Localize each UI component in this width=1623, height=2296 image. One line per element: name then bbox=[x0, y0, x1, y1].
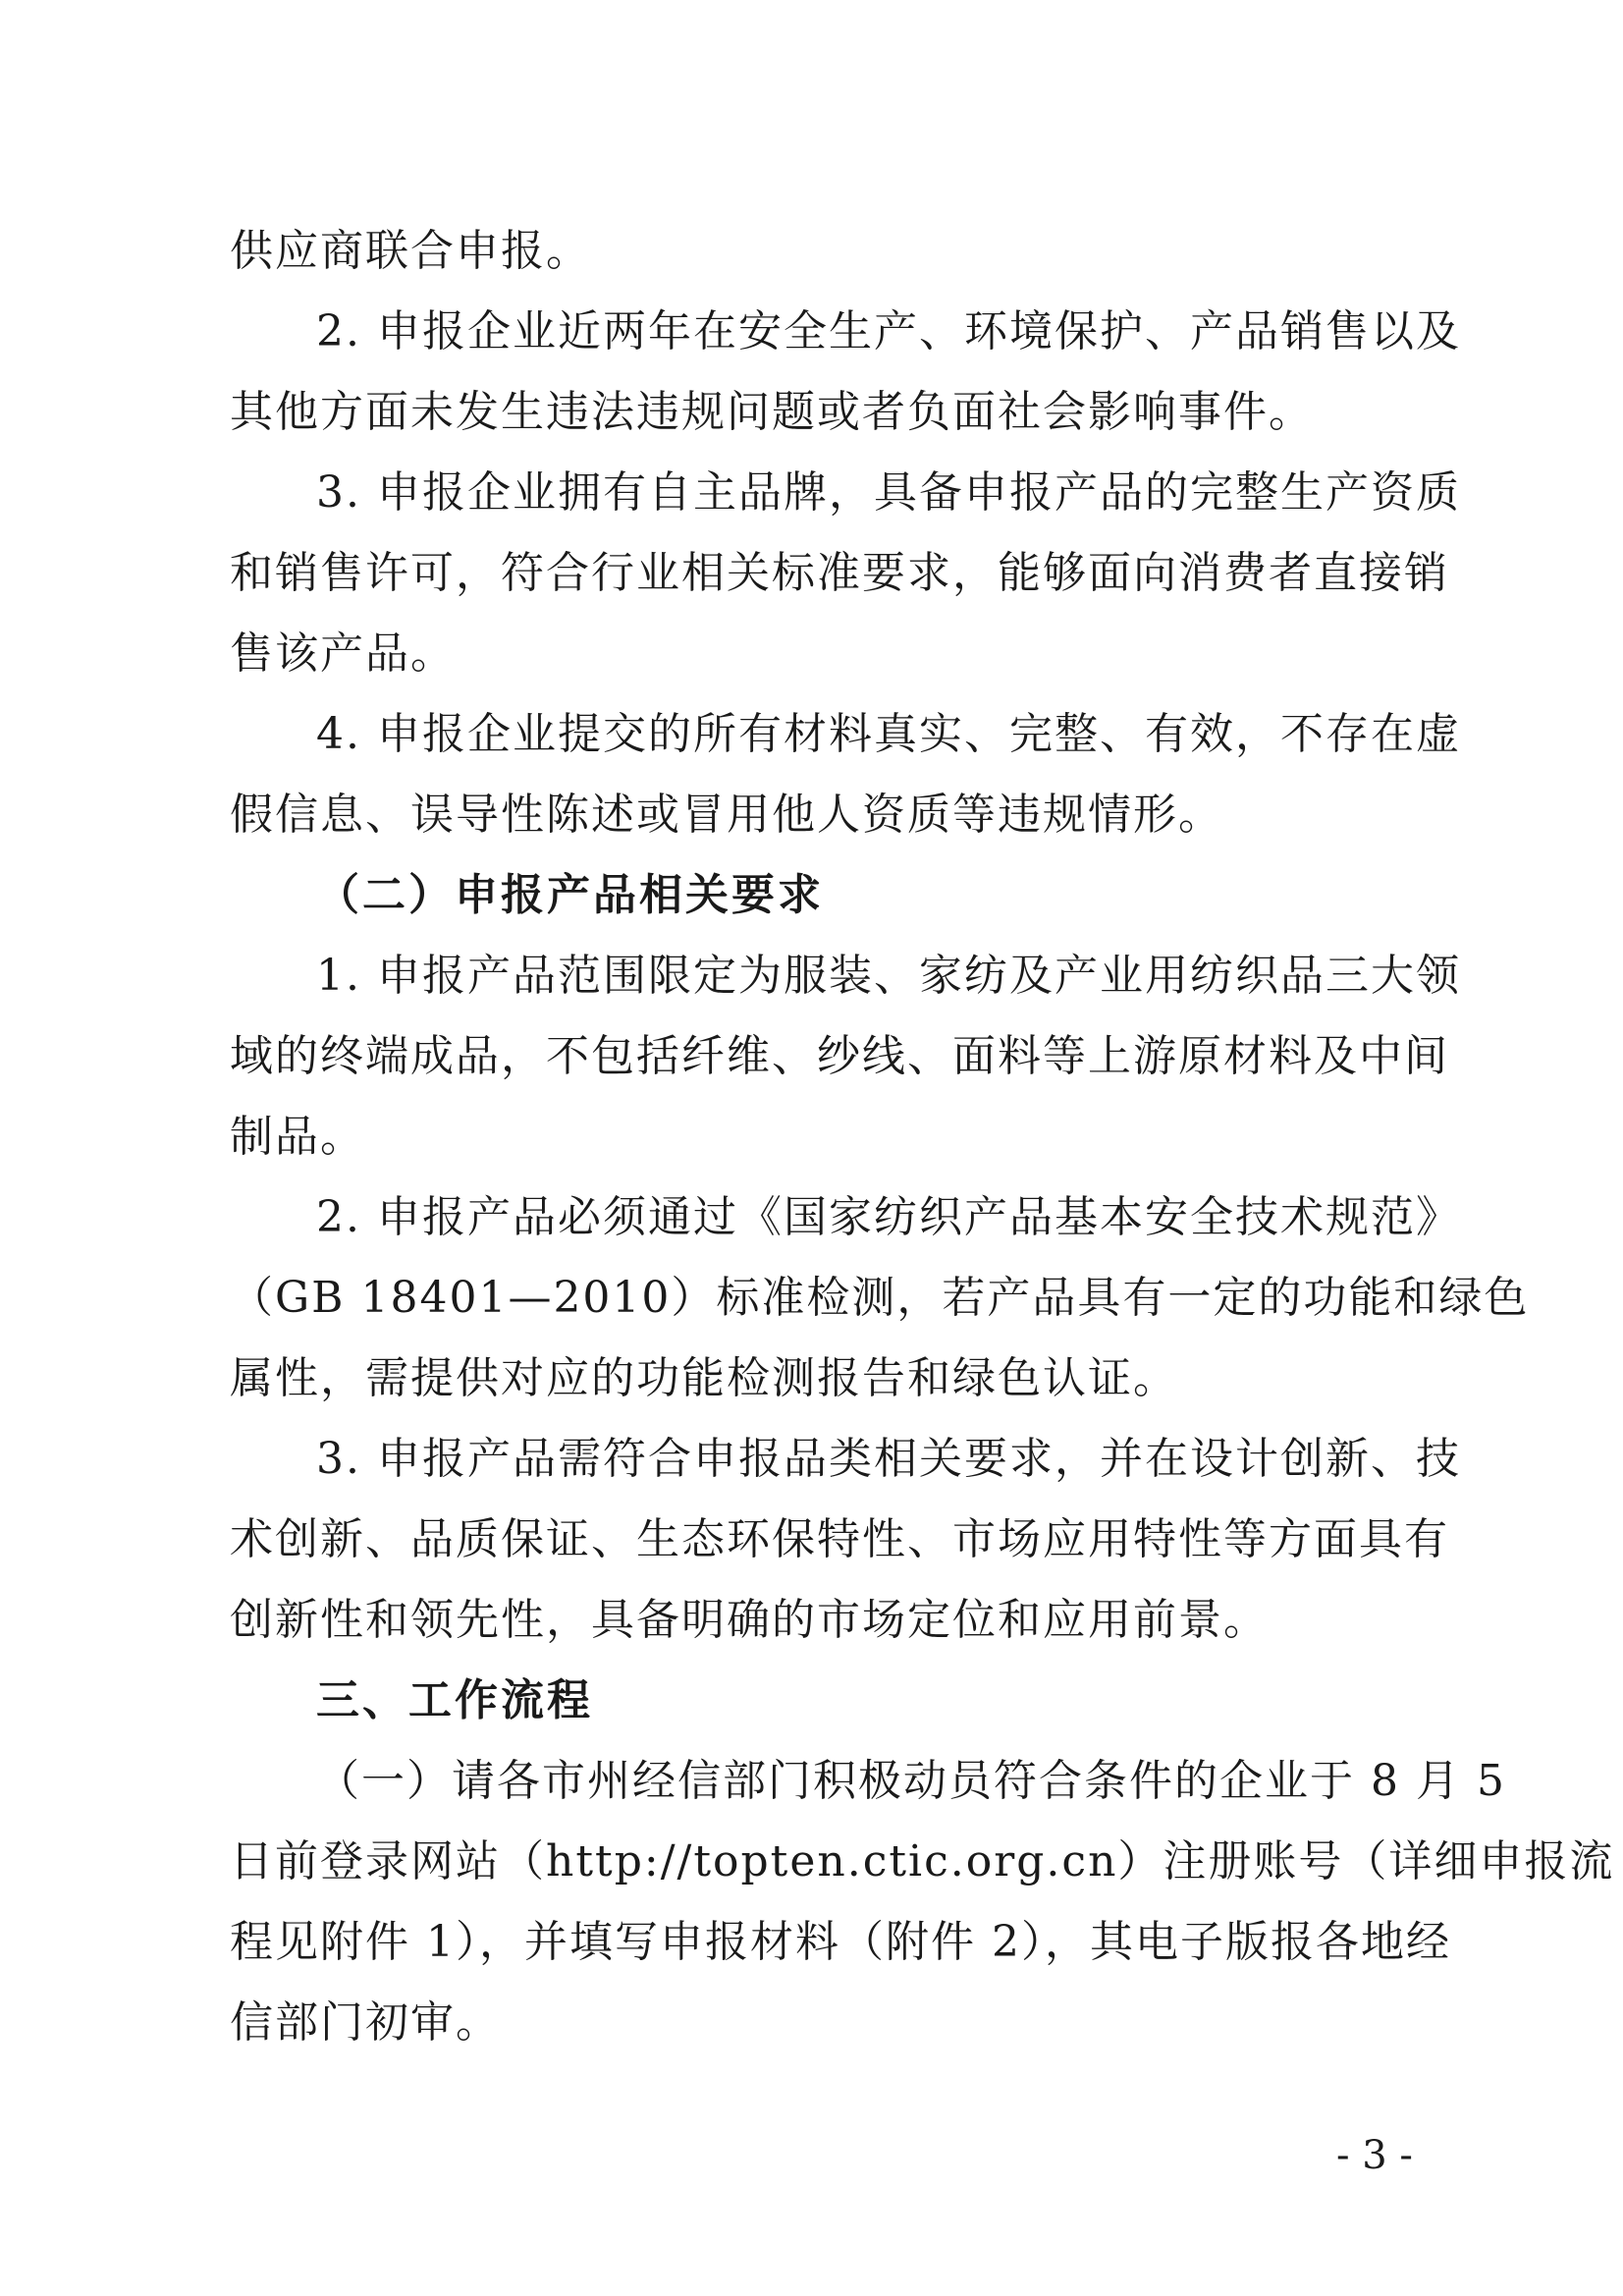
paragraph-line: 域的终端成品，不包括纤维、纱线、面料等上游原材料及中间 bbox=[230, 1031, 1449, 1081]
paragraph-line: 其他方面未发生违法违规问题或者负面社会影响事件。 bbox=[230, 387, 1314, 437]
paragraph-line: 信部门初审。 bbox=[230, 1997, 501, 2048]
paragraph-line: 2. 申报企业近两年在安全生产、环境保护、产品销售以及 bbox=[316, 306, 1461, 356]
paragraph-line: 假信息、误导性陈述或冒用他人资质等违规情形。 bbox=[230, 790, 1223, 840]
paragraph-line: 供应商联合申报。 bbox=[230, 226, 591, 276]
paragraph-line: 售该产品。 bbox=[230, 629, 456, 679]
paragraph-line: 2. 申报产品必须通过《国家纺织产品基本安全技术规范》 bbox=[316, 1192, 1461, 1242]
section-heading: （二）申报产品相关要求 bbox=[316, 870, 824, 920]
paragraph-line: 日前登录网站（http://topten.ctic.org.cn）注册账号（详细申报流 bbox=[230, 1836, 1615, 1886]
paragraph-line: （一）请各市州经信部门积极动员符合条件的企业于 8 月 5 bbox=[316, 1756, 1506, 1806]
paragraph-line: 属性，需提供对应的功能检测报告和绿色认证。 bbox=[230, 1353, 1178, 1403]
section-heading: 三、工作流程 bbox=[316, 1675, 593, 1725]
paragraph-line: 创新性和领先性，具备明确的市场定位和应用前景。 bbox=[230, 1595, 1269, 1645]
page-number: - 3 - bbox=[1336, 2133, 1413, 2178]
paragraph-line: 3. 申报产品需符合申报品类相关要求，并在设计创新、技 bbox=[316, 1434, 1461, 1484]
paragraph-line: 制品。 bbox=[230, 1112, 365, 1162]
paragraph-line: 1. 申报产品范围限定为服装、家纺及产业用纺织品三大领 bbox=[316, 951, 1461, 1001]
paragraph-line: 程见附件 1），并填写申报材料（附件 2），其电子版报各地经 bbox=[230, 1917, 1451, 1967]
paragraph-line: （GB 18401—2010）标准检测，若产品具有一定的功能和绿色 bbox=[230, 1273, 1530, 1323]
paragraph-line: 和销售许可，符合行业相关标准要求，能够面向消费者直接销 bbox=[230, 548, 1449, 598]
paragraph-line: 术创新、品质保证、生态环保特性、市场应用特性等方面具有 bbox=[230, 1514, 1449, 1564]
paragraph-line: 4. 申报企业提交的所有材料真实、完整、有效，不存在虚 bbox=[316, 709, 1461, 759]
paragraph-line: 3. 申报企业拥有自主品牌，具备申报产品的完整生产资质 bbox=[316, 467, 1461, 518]
